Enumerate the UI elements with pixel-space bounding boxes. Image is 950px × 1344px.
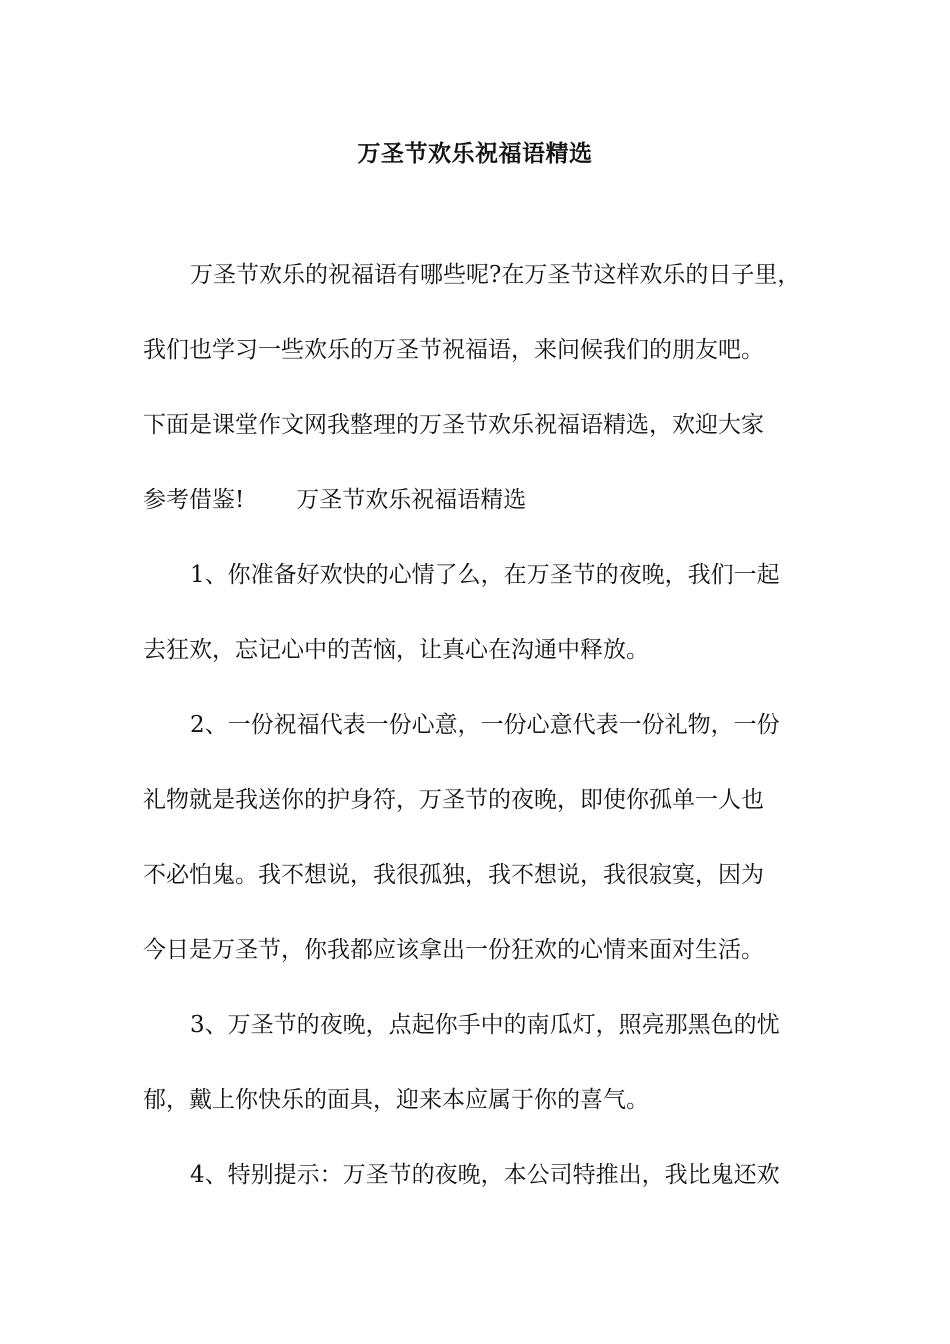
list-item-line: 礼物就是我送你的护身符，万圣节的夜晚，即使你孤单一人也 [143,787,764,813]
section-heading: 万圣节欢乐祝福语精选 [296,487,527,513]
list-item-line: 4、特别提示：万圣节的夜晚，本公司特推出，我比鬼还欢 [190,1162,780,1188]
paragraph-line-with-subtitle [143,480,526,520]
paragraph-line: 参考借鉴! [143,487,245,513]
paragraph-line: 万圣节欢乐的祝福语有哪些呢?在万圣节这样欢乐的日子里， [190,262,801,288]
paragraph-line: 下面是课堂作文网我整理的万圣节欢乐祝福语精选，欢迎大家 [143,412,764,438]
list-item-line: 去狂欢，忘记心中的苦恼，让真心在沟通中释放。 [143,637,649,663]
document-title: 万圣节欢乐祝福语精选 [357,140,593,167]
list-item-line: 1、你准备好欢快的心情了么，在万圣节的夜晚，我们一起 [190,562,780,588]
list-item-line: 3、万圣节的夜晚，点起你手中的南瓜灯，照亮那黑色的忧 [190,1012,780,1038]
paragraph-line: 我们也学习一些欢乐的万圣节祝福语，来问候我们的朋友吧。 [143,337,764,363]
list-item-line: 今日是万圣节，你我都应该拿出一份狂欢的心情来面对生活。 [143,937,764,963]
list-item-line: 2、一份祝福代表一份心意，一份心意代表一份礼物，一份 [190,712,780,738]
list-item-line: 不必怕鬼。我不想说，我很孤独，我不想说，我很寂寞，因为 [143,862,764,888]
list-item-line: 郁，戴上你快乐的面具，迎来本应属于你的喜气。 [143,1087,649,1113]
